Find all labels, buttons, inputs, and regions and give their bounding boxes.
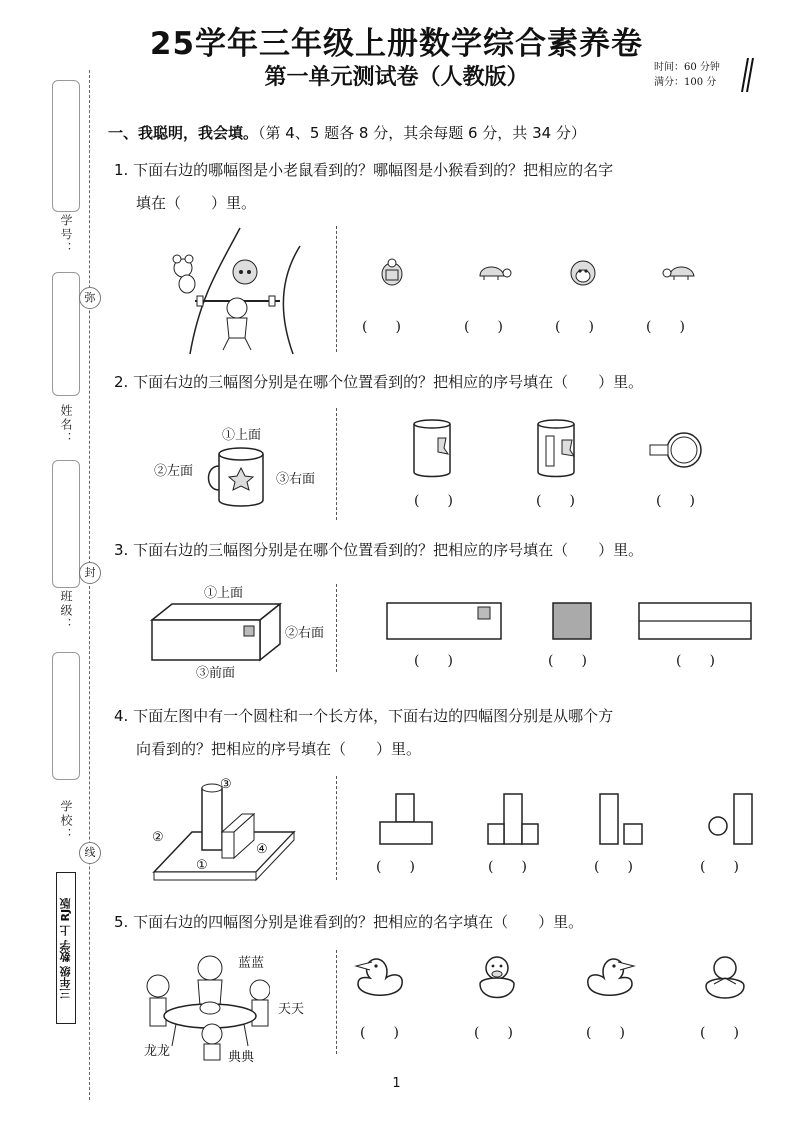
school-label: 学校： xyxy=(59,800,73,842)
q4-answer-blank-3[interactable]: ( ) xyxy=(594,859,633,875)
q2-answer-blank-1[interactable]: ( ) xyxy=(414,493,453,509)
q2-divider xyxy=(336,408,337,520)
q4-label-1: ① xyxy=(196,858,208,873)
q5-name-diandian: 典典 xyxy=(228,1050,255,1065)
q5-name-longlong: 龙龙 xyxy=(144,1044,171,1059)
q2-mug-illustration xyxy=(205,444,277,510)
question-number: 4. xyxy=(114,707,129,725)
question-number: 1. xyxy=(114,161,129,179)
q2-label-right: ③右面 xyxy=(276,472,316,487)
q4-answer-blank-1[interactable]: ( ) xyxy=(376,859,415,875)
seal-char-feng: 封 xyxy=(79,562,101,584)
q2-label-top: ①上面 xyxy=(222,428,262,443)
slash-decoration xyxy=(740,58,754,92)
q3-answer-blank-3[interactable]: ( ) xyxy=(676,653,715,669)
question-text: 下面右边的三幅图分别是在哪个位置看到的？把相应的序号填在（ ）里。 xyxy=(133,373,644,391)
q1-answer-blank-3[interactable]: ( ) xyxy=(555,319,594,335)
q1-answer-blank-2[interactable]: ( ) xyxy=(464,319,503,335)
q4-answer-blank-4[interactable]: ( ) xyxy=(700,859,739,875)
name-box[interactable] xyxy=(52,272,80,396)
section-title: 一、我聪明，我会填。 xyxy=(108,124,259,142)
question-text: 下面右边的四幅图分别是谁看到的？把相应的名字填在（ ）里。 xyxy=(133,913,584,931)
q3-view-front xyxy=(386,602,502,640)
full-score: 满分：100 分 xyxy=(654,77,717,88)
duck-back-view xyxy=(700,954,750,1004)
question-number: 5. xyxy=(114,913,129,931)
q4-view-3 xyxy=(596,792,646,848)
q4-view-1 xyxy=(378,792,434,848)
q3-label-right: ②右面 xyxy=(285,626,325,641)
q1-answer-blank-1[interactable]: ( ) xyxy=(362,319,401,335)
student-id-label: 学号： xyxy=(59,214,73,256)
class-box[interactable] xyxy=(52,460,80,588)
q3-box-illustration xyxy=(148,600,284,662)
q3-view-top xyxy=(638,602,752,640)
question-1 xyxy=(114,160,613,180)
seal-char-mi: 弥 xyxy=(79,287,101,309)
q5-name-tiantian: 天天 xyxy=(278,1002,305,1017)
q5-answer-blank-2[interactable]: ( ) xyxy=(474,1025,513,1041)
question-text: 下面右边的哪幅图是小老鼠看到的？哪幅图是小猴看到的？把相应的名字 xyxy=(133,161,614,179)
question-5 xyxy=(114,912,583,932)
q2-mug-right-view xyxy=(532,418,584,480)
class-label: 班级： xyxy=(59,590,73,632)
school-box[interactable] xyxy=(52,652,80,780)
monkey-face-icon xyxy=(568,258,598,288)
q2-answer-blank-3[interactable]: ( ) xyxy=(656,493,695,509)
duck-front-view xyxy=(472,954,522,1004)
q2-answer-blank-2[interactable]: ( ) xyxy=(536,493,575,509)
q3-view-right xyxy=(552,602,592,640)
turtle-top-icon xyxy=(378,258,406,288)
q2-mug-top-view xyxy=(648,430,704,470)
q5-name-lanlan: 蓝蓝 xyxy=(238,956,265,971)
question-1-line2: 填在（ ）里。 xyxy=(136,194,257,212)
time-limit: 时间：60 分钟 xyxy=(654,62,720,73)
q4-view-2 xyxy=(486,792,542,848)
page-number: 1 xyxy=(392,1076,401,1091)
q5-answer-blank-1[interactable]: ( ) xyxy=(360,1025,399,1041)
q3-label-front: ③前面 xyxy=(196,666,236,681)
q1-scene-illustration xyxy=(165,226,315,356)
seal-char-xian: 线 xyxy=(79,842,101,864)
q5-divider xyxy=(336,950,337,1054)
time-score-box xyxy=(654,60,720,90)
q3-answer-blank-2[interactable]: ( ) xyxy=(548,653,587,669)
question-4 xyxy=(114,706,613,726)
page-title: 25学年三年级上册数学综合素养卷 xyxy=(149,26,644,62)
q4-label-4: ④ xyxy=(256,842,268,857)
section-heading xyxy=(108,122,586,143)
name-label: 姓名： xyxy=(59,404,73,446)
q2-label-left: ②左面 xyxy=(154,464,194,479)
section-note: （第 4、5 题各 8 分，其余每题 6 分，共 34 分） xyxy=(258,124,586,142)
q4-solids-illustration xyxy=(150,776,298,884)
q4-label-3: ③ xyxy=(220,777,232,792)
question-text: 下面左图中有一个圆柱和一个长方体，下面右边的四幅图分别是从哪个方 xyxy=(133,707,614,725)
question-number: 2. xyxy=(114,373,129,391)
turtle-side-icon xyxy=(474,260,512,282)
duck-side-right-view xyxy=(580,954,640,1004)
q5-answer-blank-3[interactable]: ( ) xyxy=(586,1025,625,1041)
q4-view-4 xyxy=(706,792,756,848)
q5-answer-blank-4[interactable]: ( ) xyxy=(700,1025,739,1041)
edition-label: 三年级 数学 上 RJ版 xyxy=(56,872,76,1024)
question-2 xyxy=(114,372,643,392)
duck-side-left-view xyxy=(350,954,410,1004)
q3-answer-blank-1[interactable]: ( ) xyxy=(414,653,453,669)
binding-line xyxy=(89,70,90,1100)
q1-divider xyxy=(336,226,337,352)
q4-answer-blank-2[interactable]: ( ) xyxy=(488,859,527,875)
question-3 xyxy=(114,540,643,560)
question-4-line2: 向看到的？把相应的序号填在（ ）里。 xyxy=(136,740,422,758)
question-number: 3. xyxy=(114,541,129,559)
page-subtitle: 第一单元测试卷（人教版） xyxy=(264,65,529,90)
q4-divider xyxy=(336,776,337,880)
q4-label-2: ② xyxy=(152,830,164,845)
q2-mug-left-view xyxy=(408,418,456,480)
q3-divider xyxy=(336,584,337,672)
q3-label-top: ①上面 xyxy=(204,586,244,601)
student-id-box[interactable] xyxy=(52,80,80,212)
q1-answer-blank-4[interactable]: ( ) xyxy=(646,319,685,335)
question-text: 下面右边的三幅图分别是在哪个位置看到的？把相应的序号填在（ ）里。 xyxy=(133,541,644,559)
turtle-side-2-icon xyxy=(662,260,700,282)
